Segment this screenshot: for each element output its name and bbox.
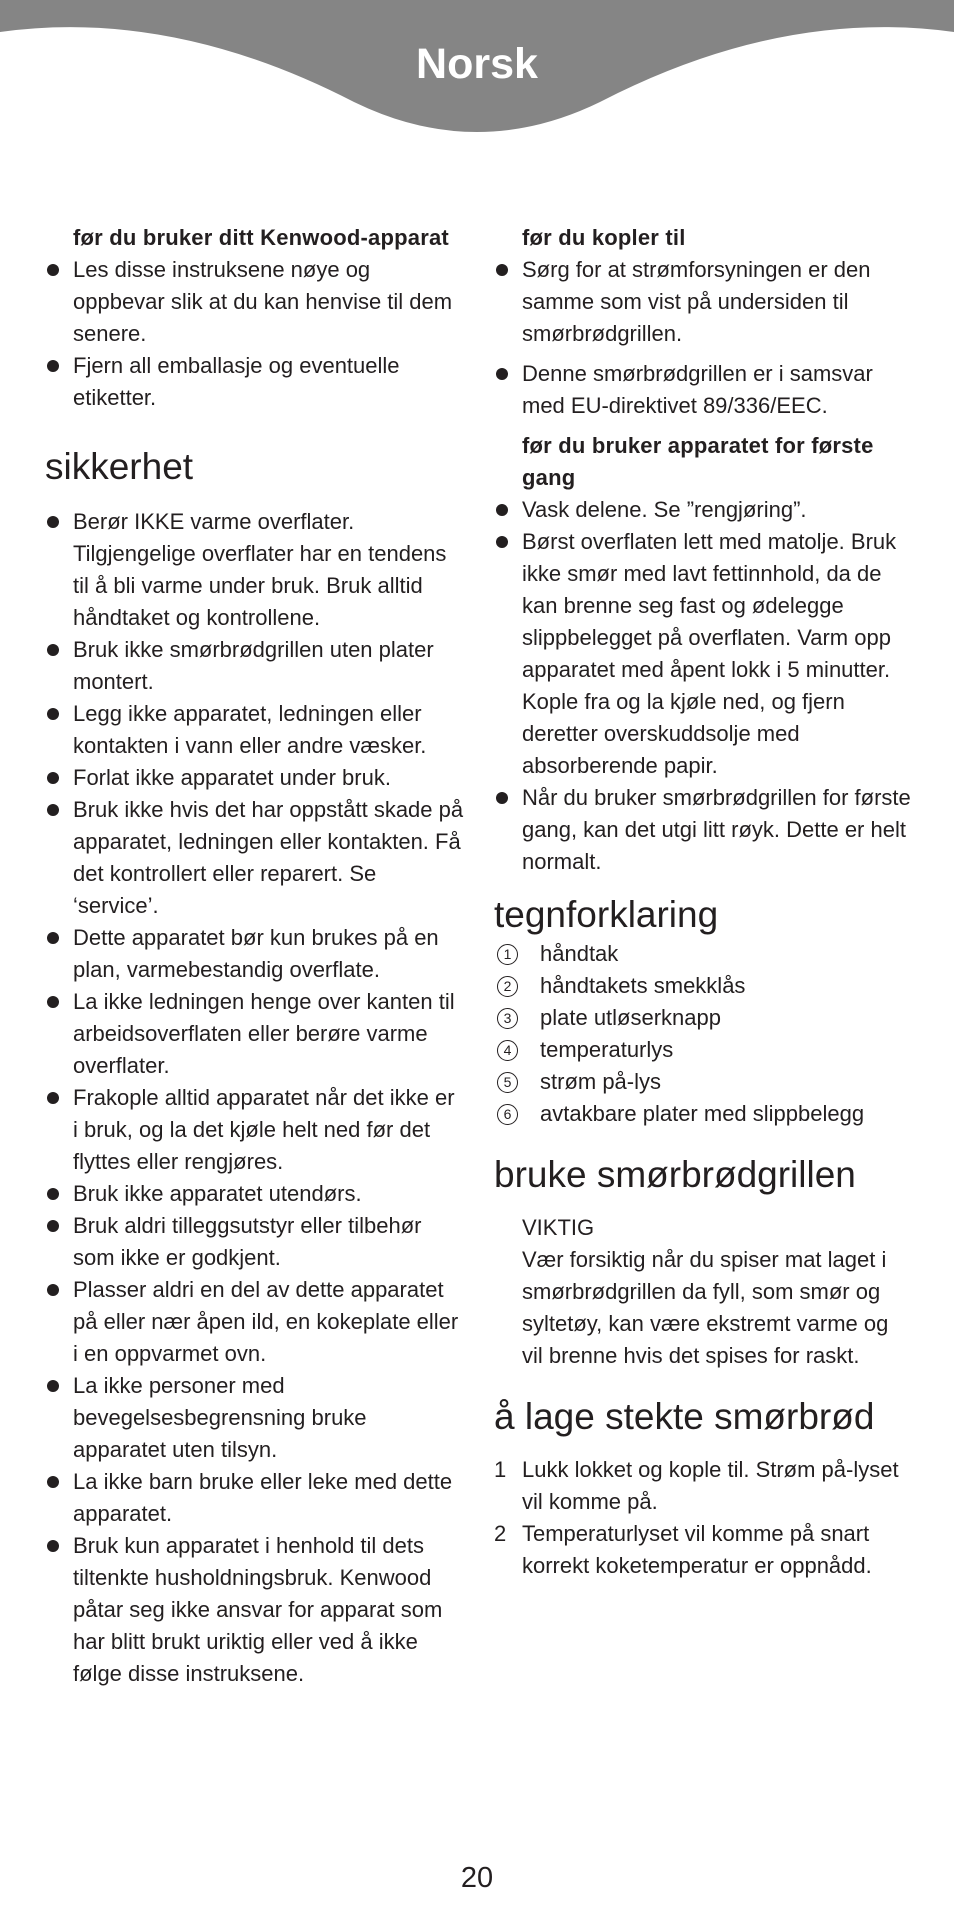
first-use-heading: før du bruker apparatet for første gang bbox=[522, 433, 874, 490]
before-use-heading: før du bruker ditt Kenwood-apparat bbox=[73, 225, 449, 250]
make-steps-list bbox=[494, 1454, 914, 1582]
make-heading: å lage stekte smørbrød bbox=[494, 1396, 875, 1437]
step-item: 2 Temperaturlyset vil komme på snart korrekt koketemperatur er oppnådd. bbox=[494, 1518, 914, 1582]
bullet-icon bbox=[47, 1188, 59, 1200]
list-item: La ikke personer med bevegelsesbegrensning bruke apparatet uten tilsyn. bbox=[45, 1370, 465, 1466]
bullet-icon bbox=[496, 368, 508, 380]
use-heading: bruke smørbrødgrillen bbox=[494, 1154, 856, 1195]
list-item: Fjern all emballasje og eventuelle etiketter. bbox=[45, 350, 465, 414]
bullet-icon bbox=[47, 1476, 59, 1488]
circled-number: 6 bbox=[497, 1104, 518, 1125]
bullet-icon bbox=[47, 644, 59, 656]
bullet-icon bbox=[47, 804, 59, 816]
bullet-icon bbox=[496, 792, 508, 804]
bullet-icon bbox=[47, 772, 59, 784]
legend-list bbox=[494, 938, 914, 1130]
circled-number: 5 bbox=[497, 1072, 518, 1093]
bullet-icon bbox=[47, 1540, 59, 1552]
left-column bbox=[45, 222, 465, 1690]
bullet-icon bbox=[47, 1092, 59, 1104]
bullet-icon bbox=[47, 516, 59, 528]
legend-item: 5 strøm på-lys bbox=[494, 1066, 914, 1098]
list-item: Vask delene. Se ”rengjøring”. bbox=[494, 494, 914, 526]
page-number: 20 bbox=[460, 1862, 494, 1894]
list-item: Denne smørbrødgrillen er i samsvar med EU-direktivet 89/336/EEC. bbox=[494, 358, 914, 422]
language-title: Norsk bbox=[416, 40, 538, 88]
list-item: Bruk ikke apparatet utendørs. bbox=[45, 1178, 465, 1210]
list-item: Les disse instruksene nøye og oppbevar slik at du kan henvise til dem senere. bbox=[45, 254, 465, 350]
list-item: Forlat ikke apparatet under bruk. bbox=[45, 762, 465, 794]
legend-heading: tegnforklaring bbox=[494, 894, 719, 935]
circled-number: 1 bbox=[497, 944, 518, 965]
list-item: Berør IKKE varme overflater. Tilgjengelige overflater har en tendens til å bli varme under bruk. Bruk alltid håndtaket og kontrollene. bbox=[45, 506, 465, 634]
bullet-icon bbox=[496, 264, 508, 276]
important-text: Vær forsiktig når du spiser mat laget i smørbrødgrillen da fyll, som smør og syltetøy, kan være ekstremt varme og vil brenne hvis det spises for raskt. bbox=[522, 1247, 889, 1368]
bullet-icon bbox=[47, 1380, 59, 1392]
legend-item: 6 avtakbare plater med slippbelegg bbox=[494, 1098, 914, 1130]
bullet-icon bbox=[47, 1220, 59, 1232]
step-number: 1 bbox=[494, 1457, 507, 1482]
bullet-icon bbox=[47, 708, 59, 720]
list-item: La ikke barn bruke eller leke med dette apparatet. bbox=[45, 1466, 465, 1530]
header-band bbox=[0, 0, 954, 160]
bullet-icon bbox=[47, 932, 59, 944]
bullet-icon bbox=[47, 996, 59, 1008]
safety-list bbox=[45, 506, 465, 1690]
bullet-icon bbox=[496, 504, 508, 516]
safety-heading: sikkerhet bbox=[45, 446, 194, 487]
list-item: La ikke ledningen henge over kanten til arbeidsoverflaten eller berøre varme overflater. bbox=[45, 986, 465, 1082]
list-item: Dette apparatet bør kun brukes på en plan, varmebestandig overflate. bbox=[45, 922, 465, 986]
circled-number: 4 bbox=[497, 1040, 518, 1061]
important-label: VIKTIG bbox=[522, 1215, 595, 1240]
circled-number: 2 bbox=[497, 976, 518, 997]
before-connect-heading: før du kopler til bbox=[522, 225, 686, 250]
list-item: Bruk ikke hvis det har oppstått skade på apparatet, ledningen eller kontakten. Få det kontrollert eller reparert. Se ‘service’. bbox=[45, 794, 465, 922]
bullet-icon bbox=[47, 360, 59, 372]
before-connect-list bbox=[494, 254, 914, 422]
legend-item: 2 håndtakets smekklås bbox=[494, 970, 914, 1002]
list-item: Børst overflaten lett med matolje. Bruk ikke smør med lavt fettinnhold, da de kan brenne seg fast og ødelegge slippbelegget på overflaten. Varm opp apparatet med åpent lokk i 5 minutter. Kople fra og la kjøle ned, og fjern deretter overskuddsolje med absorberende papir. bbox=[494, 526, 914, 782]
list-item: Bruk aldri tilleggsutstyr eller tilbehør som ikke er godkjent. bbox=[45, 1210, 465, 1274]
list-item: Bruk kun apparatet i henhold til dets tiltenkte husholdningsbruk. Kenwood påtar seg ikke ansvar for apparat som har blitt brukt uriktig eller ved å ikke følge disse instruksene. bbox=[45, 1530, 465, 1690]
list-item: Når du bruker smørbrødgrillen for første gang, kan det utgi litt røyk. Dette er helt normalt. bbox=[494, 782, 914, 878]
legend-item: 4 temperaturlys bbox=[494, 1034, 914, 1066]
bullet-icon bbox=[47, 1284, 59, 1296]
step-item: 1 Lukk lokket og kople til. Strøm på-lyset vil komme på. bbox=[494, 1454, 914, 1518]
list-item: Plasser aldri en del av dette apparatet på eller nær åpen ild, en kokeplate eller i en oppvarmet ovn. bbox=[45, 1274, 465, 1370]
circled-number: 3 bbox=[497, 1008, 518, 1029]
legend-item: 1 håndtak bbox=[494, 938, 914, 970]
list-item: Frakople alltid apparatet når det ikke er i bruk, og la det kjøle helt ned før det flyttes eller rengjøres. bbox=[45, 1082, 465, 1178]
list-item: Legg ikke apparatet, ledningen eller kontakten i vann eller andre væsker. bbox=[45, 698, 465, 762]
legend-item: 3 plate utløserknapp bbox=[494, 1002, 914, 1034]
right-column bbox=[494, 222, 914, 1582]
before-use-list bbox=[45, 254, 465, 414]
list-item: Bruk ikke smørbrødgrillen uten plater montert. bbox=[45, 634, 465, 698]
first-use-list bbox=[494, 494, 914, 878]
bullet-icon bbox=[47, 264, 59, 276]
list-item: Sørg for at strømforsyningen er den samme som vist på undersiden til smørbrødgrillen. bbox=[494, 254, 914, 350]
bullet-icon bbox=[496, 536, 508, 548]
step-number: 2 bbox=[494, 1521, 507, 1546]
